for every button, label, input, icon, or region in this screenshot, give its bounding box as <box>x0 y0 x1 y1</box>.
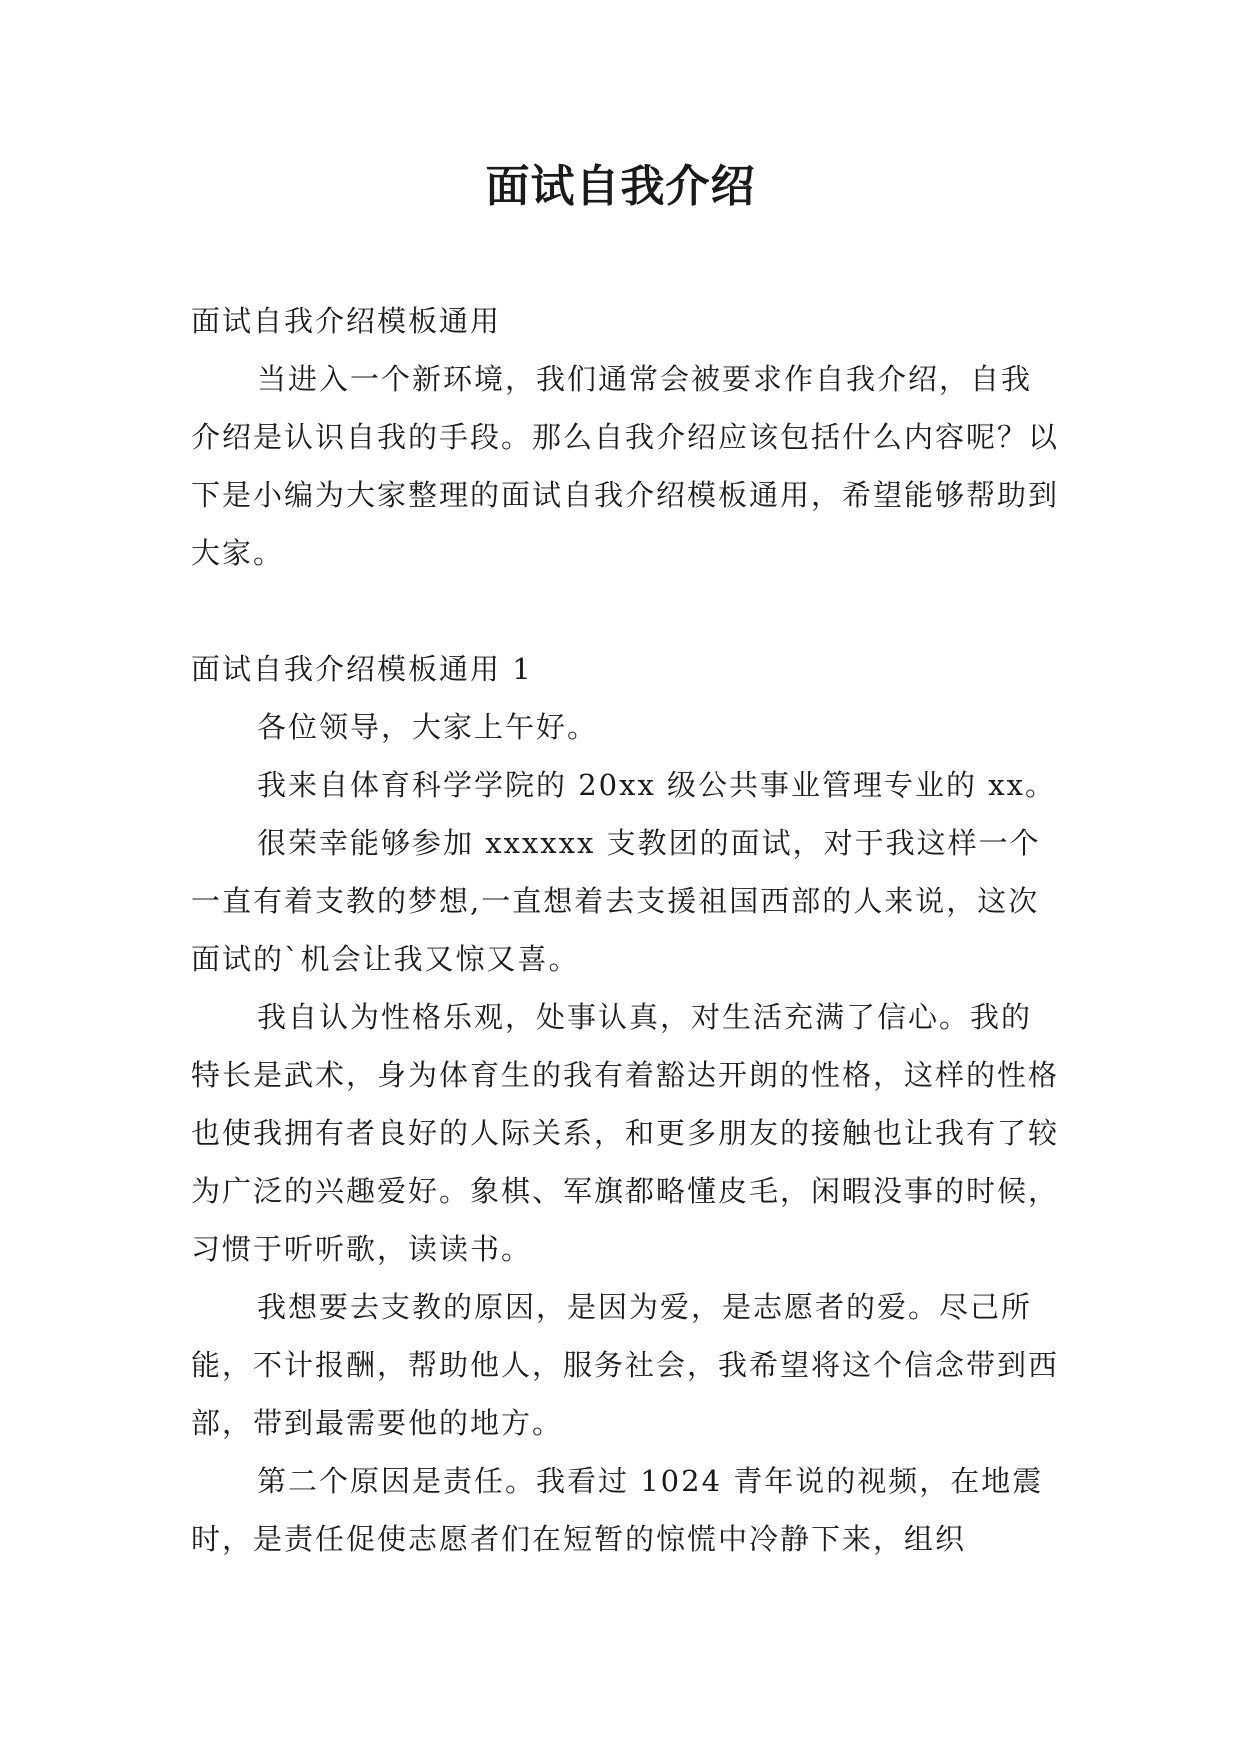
body-paragraph: 很荣幸能够参加 xxxxxx 支教团的面试，对于我这样一个一直有着支教的梦想,一直想着去支援祖国西部的人来说，这次面试的`机会让我又惊又喜。 <box>191 826 1041 976</box>
body-paragraph: 我来自体育科学学院的 20xx 级公共事业管理专业的 xx。 <box>257 768 1056 802</box>
document-body <box>191 292 1061 1568</box>
body-paragraph: 各位领导，大家上午好。 <box>257 710 599 744</box>
document-subtitle: 面试自我介绍模板通用 <box>191 304 502 338</box>
body-paragraph: 第二个原因是责任。我看过 1024 青年说的视频，在地震时，是责任促使志愿者们在短暂的惊慌中冷静下来，组织 <box>191 1464 1044 1556</box>
section-heading: 面试自我介绍模板通用 1 <box>191 652 533 686</box>
body-paragraph: 我想要去支教的原因，是因为爱，是志愿者的爱。尽己所能，不计报酬，帮助他人，服务社会，我希望将这个信念带到西部，带到最需要他的地方。 <box>191 1290 1060 1440</box>
body-paragraph: 我自认为性格乐观，处事认真，对生活充满了信心。我的特长是武术，身为体育生的我有着豁达开朗的性格，这样的性格也使我拥有者良好的人际关系，和更多朋友的接触也让我有了较为广泛的兴趣爱好。象棋、军旗都略懂皮毛，闲暇没事的时候，习惯于听听歌，读读书。 <box>191 1000 1060 1266</box>
intro-paragraph: 当进入一个新环境，我们通常会被要求作自我介绍，自我介绍是认识自我的手段。那么自我介绍应该包括什么内容呢？以下是小编为大家整理的面试自我介绍模板通用，希望能够帮助到大家。 <box>191 362 1060 570</box>
document-title: 面试自我介绍 <box>485 161 756 212</box>
